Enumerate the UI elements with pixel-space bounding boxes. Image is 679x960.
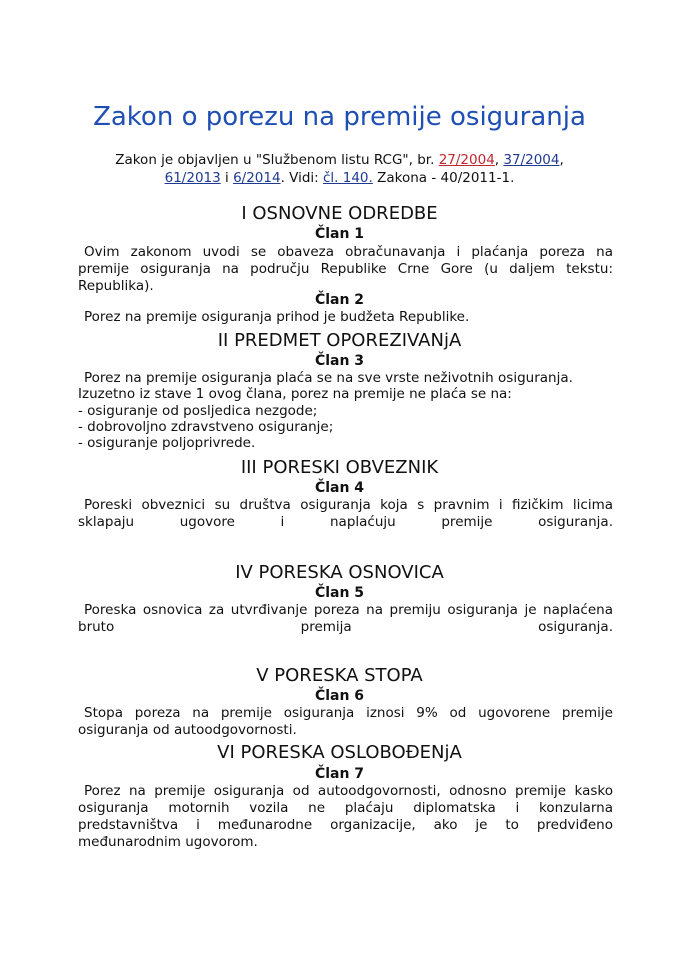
section-heading-3: III PORESKI OBVEZNIK xyxy=(240,457,439,478)
article-5-line-1 xyxy=(78,602,613,618)
section-heading-1: I OSNOVNE ODREDBE xyxy=(241,203,438,224)
article-3-line-2: Izuzetno iz stave 1 ovog člana, porez na premije ne plaća se na: xyxy=(78,386,512,402)
text-line: Poreska osnovica za utvrđivanje poreza na premiju osiguranja je naplaćena xyxy=(84,602,613,618)
publication-line-1 xyxy=(0,152,679,168)
text-line: bruto premija osiguranja. xyxy=(78,619,613,635)
gazette-link-27-2004[interactable]: 27/2004 xyxy=(438,152,495,168)
publication-prefix: Zakon je objavljen u "Službenom listu RCG", br. xyxy=(115,152,439,168)
article-4-line-1 xyxy=(78,497,613,513)
article-heading-2: Član 2 xyxy=(314,292,365,308)
article-5-line-2 xyxy=(78,619,613,635)
article-7-line-1 xyxy=(78,783,613,799)
document-title: Zakon o porezu na premije osiguranja xyxy=(93,102,586,132)
article-3-line-1: Porez na premije osiguranja plaća se na sve vrste neživotnih osiguranja. xyxy=(84,370,573,386)
separator: , xyxy=(559,152,564,168)
article-6-line-2: osiguranja od autoodgovornosti. xyxy=(78,722,297,738)
section-heading-4: IV PORESKA OSNOVICA xyxy=(235,562,444,583)
article-3-line-5: - osiguranje poljoprivrede. xyxy=(78,435,256,451)
article-heading-5: Član 5 xyxy=(314,585,365,601)
section-heading-2: II PREDMET OPOREZIVANjA xyxy=(217,330,462,351)
publication-see: . Vidi: xyxy=(280,170,323,186)
article-1-line-3: Republika). xyxy=(78,278,154,294)
article-heading-4: Član 4 xyxy=(314,480,365,496)
text-line: Ovim zakonom uvodi se obaveza obračunavanja i plaćanja poreza na xyxy=(84,244,613,260)
publication-suffix: Zakona - 40/2011-1. xyxy=(372,170,515,186)
text-line: predstavništva i međunarodne organizacije, ako je to predviđeno xyxy=(78,817,613,833)
text-line: Poreski obveznici su društva osiguranja koja s pravnim i fizičkim licima xyxy=(84,497,613,513)
gazette-link-6-2014[interactable]: 6/2014 xyxy=(233,170,281,186)
article-140-link[interactable]: čl. 140. xyxy=(323,170,373,186)
article-heading-1: Član 1 xyxy=(314,226,365,242)
section-heading-5: V PORESKA STOPA xyxy=(256,665,423,686)
separator: , xyxy=(494,152,504,168)
text-line: osiguranja motornih vozila ne plaćaju diplomatska i konzularna xyxy=(78,800,613,816)
text-line: Porez na premije osiguranja od autoodgovornosti, odnosno premije kasko xyxy=(84,783,613,799)
article-3-line-3: - osiguranje od posljedica nezgode; xyxy=(78,403,318,419)
article-7-line-4: međunarodnim ugovorom. xyxy=(78,834,258,850)
publication-line-2 xyxy=(0,170,679,186)
article-7-line-3 xyxy=(78,817,613,833)
separator: i xyxy=(220,170,234,186)
article-6-line-1 xyxy=(78,705,613,721)
article-1-line-1 xyxy=(78,244,613,260)
article-heading-7: Član 7 xyxy=(314,766,365,782)
article-heading-3: Član 3 xyxy=(314,353,365,369)
article-1-line-2 xyxy=(78,261,613,277)
article-7-line-2 xyxy=(78,800,613,816)
article-2-line-1: Porez na premije osiguranja prihod je budžeta Republike. xyxy=(84,309,470,325)
text-line: sklapaju ugovore i naplaćuju premije osiguranja. xyxy=(78,514,613,530)
text-line: premije osiguranja na području Republike Crne Gore (u daljem tekstu: xyxy=(78,261,613,277)
article-3-line-4: - dobrovoljno zdravstveno osiguranje; xyxy=(78,419,334,435)
text-line: Stopa poreza na premije osiguranja iznosi 9% od ugovorene premije xyxy=(84,705,613,721)
gazette-link-61-2013[interactable]: 61/2013 xyxy=(164,170,221,186)
section-heading-6: VI PORESKA OSLOBOĐENjA xyxy=(217,742,462,763)
article-4-line-2 xyxy=(78,514,613,530)
gazette-link-37-2004[interactable]: 37/2004 xyxy=(503,152,560,168)
article-heading-6: Član 6 xyxy=(314,688,365,704)
